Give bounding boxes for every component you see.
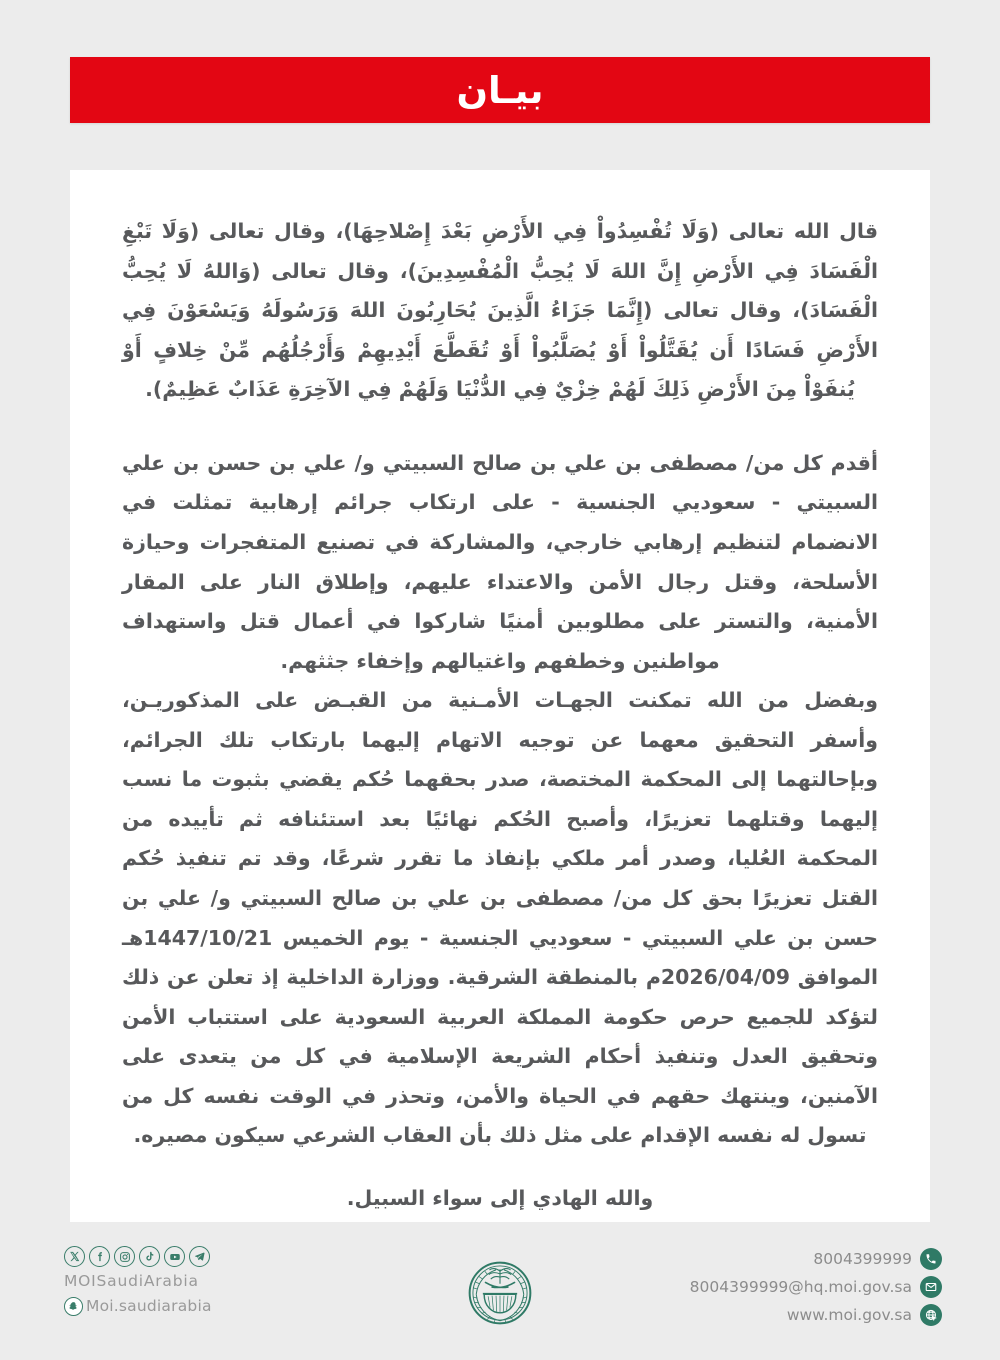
telegram-icon[interactable]	[189, 1246, 210, 1267]
social-handle-snapchat: Moi.saudiarabia	[86, 1297, 212, 1316]
paragraph-spacer	[122, 410, 878, 444]
quran-verses-paragraph: قال الله تعالى (وَلَا تُفْسِدُواْ فِي الأَرْضِ بَعْدَ إِصْلاحِهَا)، وقال تعالى (وَلَا تَبْغِ الْفَسَادَ فِي الأَرْضِ إِنَّ اللهَ لَا يُحِبُّ الْمُفْسِدِينَ)، وقال تعالى (وَاللهُ لَا يُحِبُّ الْفَسَادَ)، وقال تعالى (إِنَّمَا جَزَاءُ الَّذِينَ يُحَارِبُونَ اللهَ وَرَسُولَهُ وَيَسْعَوْنَ فِي الأَرْضِ فَسَادًا أَن يُقَتَّلُواْ أَوْ يُصَلَّبُواْ أَوْ تُقَطَّعَ أَيْدِيهِمْ وَأَرْجُلُهُم مِّنْ خِلافٍ أَوْ يُنفَوْاْ مِنَ الأَرْضِ ذَلِكَ لَهُمْ خِزْيٌ فِي الدُّنْيَا وَلَهُمْ فِي الآخِرَةِ عَذَابٌ عَظِيمٌ).	[122, 219, 878, 402]
contact-email-row[interactable]	[690, 1276, 942, 1298]
contact-phone-row[interactable]	[690, 1248, 942, 1270]
crimes-description-paragraph: أقدم كل من/ مصطفى بن علي بن صالح السبيتي و/ علي بن حسن بن علي السبيتي - سعوديي الجنسية - على ارتكاب جرائم إرهابية تمثلت في الانضمام لتنظيم إرهابي خارجي، والمشاركة في تصنيع المتفجرات وحيازة الأسلحة، وقتل رجال الأمن والاعتداء عليهم، وإطلاق النار على المقار الأمنية، والتستر على مطلوبين أمنيًا شاركوا في أعمال قتل واستهداف مواطنين وخطفهم واغتيالهم وإخفاء جثثهم.	[122, 450, 878, 673]
social-media-block	[64, 1246, 212, 1319]
closing-statement: والله الهادي إلى سواء السبيل.	[346, 1185, 654, 1210]
tiktok-icon[interactable]	[139, 1246, 160, 1267]
document-sheet	[70, 170, 930, 1222]
contact-website-text: www.moi.gov.sa	[786, 1305, 912, 1324]
snapchat-icon[interactable]	[64, 1297, 83, 1316]
judgment-and-execution-paragraph: وبفضل من الله تمكنت الجهـات الأمـنية من القبـض على المذكوريـن، وأسفر التحقيق معهما عن توجيه الاتهام إليهما بارتكاب تلك الجرائم، وبإحالتهما إلى المحكمة المختصة، صدر بحقهما حُكم يقضي بثبوت ما نسب إليهما وقتلهما تعزيرًا، وأصبح الحُكم نهائيًا بعد استئنافه ثم تأييده من المحكمة العُليا، وصدر أمر ملكي بإنفاذ ما تقرر شرعًا، وقد تم تنفيذ حُكم القتل تعزيرًا بحق كل من/ مصطفى بن علي بن صالح السبيتي و/ علي بن حسن بن علي السبيتي - سعوديي الجنسية - يوم الخميس 1447/10/21هـ الموافق 2026/04/09م بالمنطقة الشرقية. ووزارة الداخلية إذ تعلن عن ذلك لتؤكد للجميع حرص حكومة المملكة العربية السعودية على استتباب الأمن وتحقيق العدل وتنفيذ أحكام الشريعة الإسلامية في كل من يتعدى على الآمنين، وينتهك حقهم في الحياة والأمن، وتحذر في الوقت نفسه كل من تسول له نفسه الإقدام على مثل ذلك بأن العقاب الشرعي سيكون مصيره.	[122, 688, 878, 1148]
phone-icon	[920, 1248, 942, 1270]
contact-phone-text: 8004399999	[813, 1249, 912, 1268]
social-handle-main: MOISaudiArabia	[64, 1272, 199, 1290]
contact-info-block	[690, 1248, 942, 1332]
page-title: بيـان	[456, 68, 544, 112]
x-twitter-icon[interactable]	[64, 1246, 85, 1267]
email-icon	[920, 1276, 942, 1298]
contact-website-row[interactable]	[690, 1304, 942, 1326]
website-icon	[920, 1304, 942, 1326]
snapchat-handle-row[interactable]	[64, 1295, 212, 1318]
saudi-ministry-of-interior-emblem	[467, 1260, 533, 1326]
instagram-icon[interactable]	[114, 1246, 135, 1267]
social-icon-row	[64, 1246, 212, 1267]
facebook-icon[interactable]	[89, 1246, 110, 1267]
statement-header-bar	[70, 57, 930, 123]
page-footer	[0, 1240, 1000, 1350]
contact-email-text: 8004399999@hq.moi.gov.sa	[689, 1277, 912, 1296]
youtube-icon[interactable]	[164, 1246, 185, 1267]
